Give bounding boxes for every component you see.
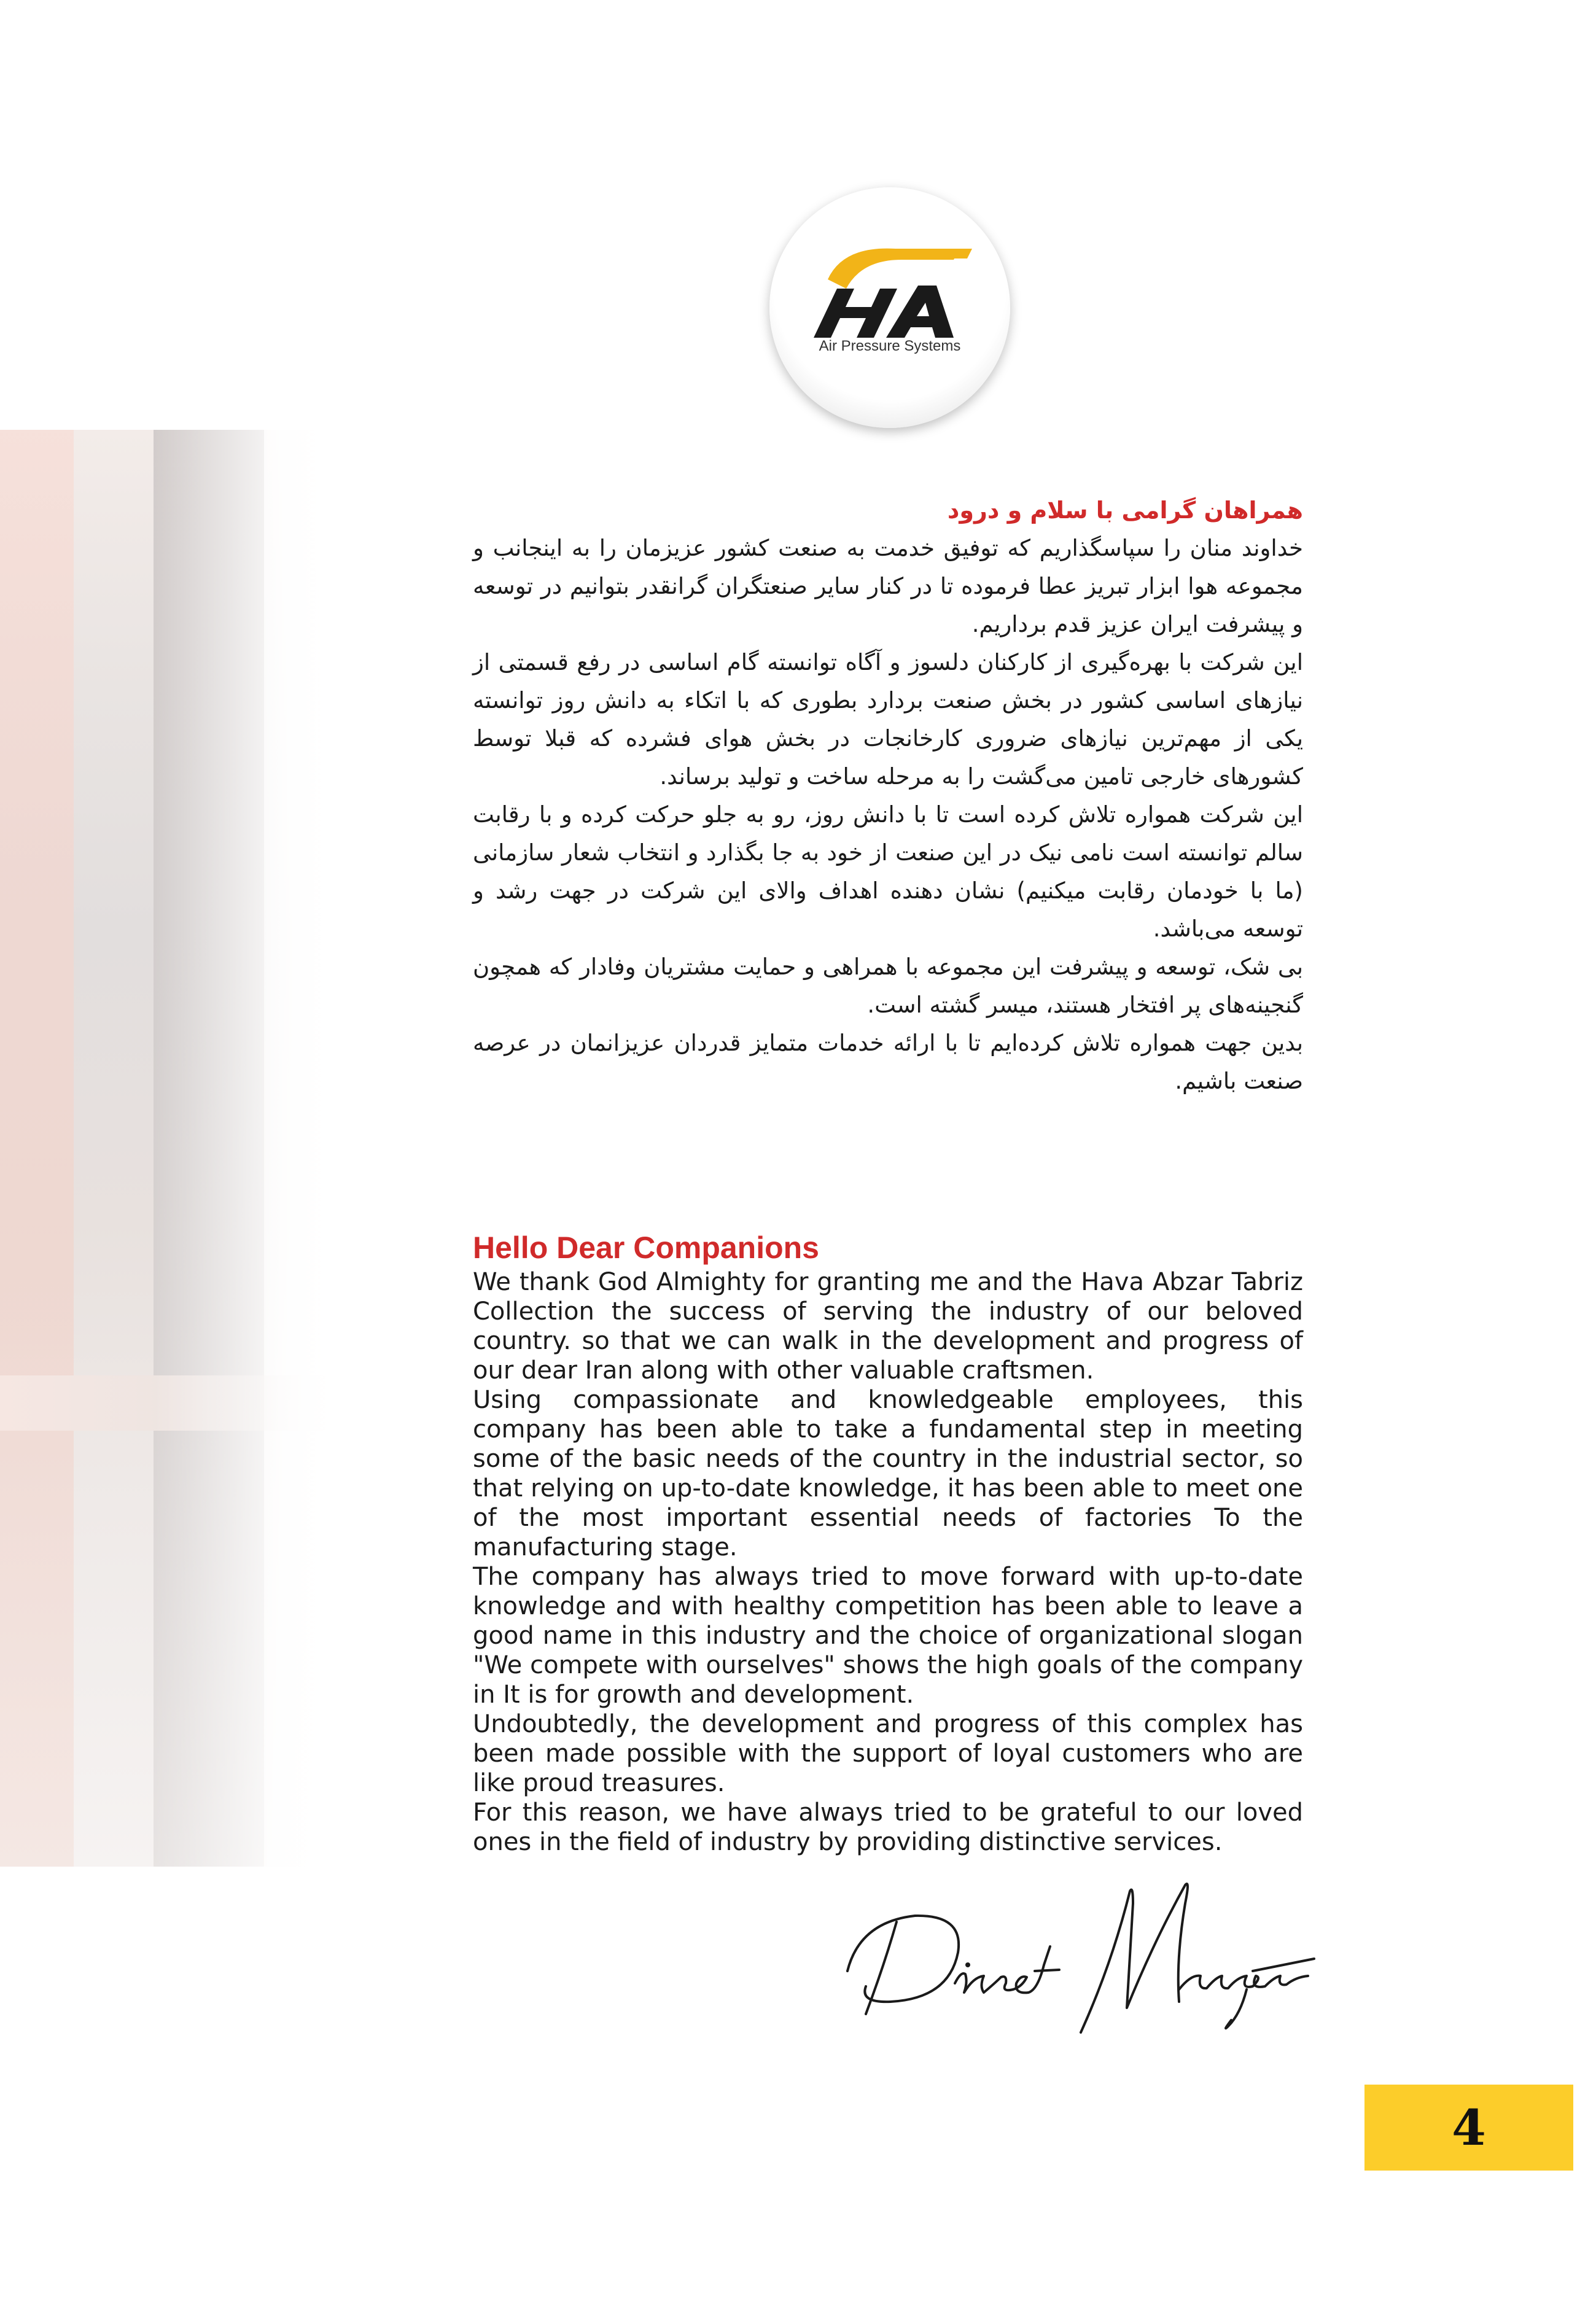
persian-title: همراهان گرامی با سلام و درود <box>947 497 1303 524</box>
persian-paragraph: خداوند منان را سپاسگذاریم که توفیق خدمت به صنعت کشور عزیزمان را به اینجانب و مجموعه هوا ابزار تبریز عطا فرموده تا در کنار سایر صنعتگران گرانقدر بتوانیم در توسعه و پیشرفت ایران عزیز قدم برداریم. <box>473 535 1303 637</box>
english-paragraph: Undoubtedly, the development and progress of this complex has been made possible with the support of loyal customers who are like proud treasures. <box>473 1710 1303 1797</box>
english-paragraph: Using compassionate and knowledgeable employees, this company has been able to take a fundamental step in meeting some of the basic needs of the country in the industrial sector, so that relying on up-to-date knowledge, it has been able to meet one of the most important essential needs of factories To the manufacturing stage. <box>473 1386 1303 1561</box>
english-paragraph: For this reason, we have always tried to be grateful to our loved ones in the field of industry by providing distinctive services. <box>473 1798 1303 1856</box>
persian-paragraph: بی شک، توسعه و پیشرفت این مجموعه با همراهی و حمایت مشتریان وفادار که همچون گنجینه‌های پر افتخار هستند، میسر گشته است. <box>473 954 1303 1018</box>
english-paragraph: The company has always tried to move forward with up-to-date knowledge and with healthy competition has been able to leave a good name in this industry and the choice of organizational slogan "We compete with ourselves" shows the high goals of the company in It is for growth and development. <box>473 1563 1303 1709</box>
persian-paragraph: این شرکت با بهره‌گیری از کارکنان دلسوز و آگاه توانسته گام اساسی در رفع قسمتی از نیازهای اساسی کشور در بخش صنعت بردارد بطوری که با اتکاء به دانش روز توانسته یکی از مهم‌ترین نیازهای ضروری کارخانجات در بخش هوای فشرده که قبلا توسط کشورهای خارجی تامین می‌گشت را به مرحله ساخت و تولید برساند. <box>473 649 1303 790</box>
manager-signature <box>823 1867 1326 2051</box>
logo-mark-icon <box>769 187 1010 428</box>
persian-letter <box>473 491 1303 1100</box>
persian-paragraph: بدین جهت همواره تلاش کرده‌ایم تا با ارائه خدمات متمایز قدردان عزیزانمان در عرصه صنعت باشیم. <box>473 1030 1303 1094</box>
company-logo <box>769 187 1010 428</box>
english-letter <box>473 1228 1303 1857</box>
page-number-badge <box>1364 2085 1573 2171</box>
english-paragraph: We thank God Almighty for granting me and the Hava Abzar Tabriz Collection the success of serving the industry of our beloved country. so that we can walk in the development and progress of our dear Iran along with other valuable craftsmen. <box>473 1268 1303 1385</box>
english-title: Hello Dear Companions <box>473 1230 819 1265</box>
page-number: 4 <box>1452 2099 1486 2156</box>
decorative-background <box>0 430 344 1867</box>
persian-paragraph: این شرکت همواره تلاش کرده است تا با دانش روز، رو به جلو حرکت کرده و با رقابت سالم توانسته است نامی نیک در این صنعت از خود به جا بگذارد و انتخاب شعار سازمانی (ما با خودمان رقابت میکنیم) نشان دهنده اهداف والای این شرکت در جهت رشد و توسعه می‌باشد. <box>473 801 1303 942</box>
logo-caption: Air Pressure Systems <box>819 338 961 354</box>
